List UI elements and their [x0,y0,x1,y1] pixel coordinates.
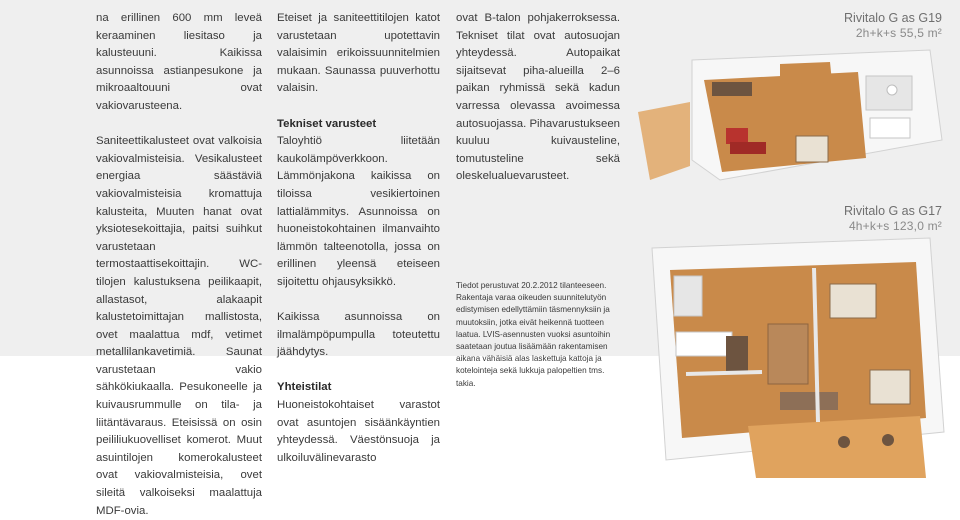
floor-plan-g19 [630,40,950,190]
plan-spec: 4h+k+s 123,0 m² [848,219,942,233]
common-spaces-heading: Yhteistilat [277,381,332,394]
sanitary-fixtures-text: Saniteettikalusteet ovat valkoisia vakiovalmisteisia. Vesikalusteet energiaa säästäviä vakiovalmisteisia kromattuja kalusteita, Muuten hanat ovat yksiotesekoittajia, paitsi suihkut varustetaan termostaattisekoittajin. WC-tilojen kalustuksena peilikaapit, allastasot, alakaapit kalustetoimittajan mallistosta, ovet maalattua mdf, vetimet metallilankavetimiä. Saunat varustetaan vakio sähkökiukaalla. Pesukoneelle ja kuivausrummulle on tila- ja liitäntävaraus. Eteisissä on osin peililiukuovelliset komerot. Muut asuintilojen komerokalusteet ovat vakiovalmisteisia, ovet sileitä valkoiseksi maalattuja MDF-ovia. [96,135,262,517]
interior-wall [686,372,762,374]
terrace-chair [882,434,894,446]
bed [870,370,910,404]
kitchen [676,332,732,356]
parking-yard-text: ovat B-talon pohjakerroksessa. Tekniset tilat ovat autosuojan yhteydessä. Autopaikat sijaitsevat piha-alueilla 2–6 paikan ryhmissä sekä kadun varressa olevassa avoimessa autosuojassa. Pihavarustukseen kuuluu kuivausteline, tomutusteline sekä oleskelualuevarusteet. [456,12,621,183]
terrace-chair [838,436,850,448]
kitchen-counter [712,82,752,96]
text-column-1 [96,10,262,520]
floor-plan-g17 [630,232,950,482]
cooling-text: Kaikissa asunnoissa on ilmalämpöpumpulla toteutettu jäähdytys. [277,311,440,359]
terrace [748,416,926,478]
technical-equipment-heading: Tekniset varusteet [277,117,377,130]
deck-area [638,102,690,180]
kitchen-island [726,336,748,372]
text-column-2 [277,10,440,467]
storage-text: Huoneistokohtaiset varastot ovat asuntojen sisäänkäyntien yhteydessä. Väestönsuoja ja ulkoiluvälinevarasto [277,399,440,464]
plan-spec: 2h+k+s 55,5 m² [855,26,942,40]
kitchen-equipment-text: na erillinen 600 mm leveä keraaminen liesitaso ja kalusteuuni. Kaikissa asunnoissa astianpesukone ja mikroaaltouuni ovat vakiovarusteena. [96,12,262,112]
sofa [726,128,748,144]
plan-name: Rivitalo G as G17 [844,204,942,218]
disclaimer-text: Tiedot perustuvat 20.2.2012 tilanteeseen. Rakentaja varaa oikeuden suunnitelutyön edistymisen edellyttämiin täsmennyksiin ja muutoksiin, jotka eivät heikennä tuotteen laatua. LVIS-asennusten vuoksi asuntoihin saatetaan joutua lisäämään rakentamisen aikana vähäisiä alas laskettuja kattoja ja kotelointeja sekä lukkuja palopeltien tms. takia. [456,280,611,388]
dining-table [768,324,808,384]
sofa-long [730,142,766,154]
bedroom-floor [780,62,832,84]
bathroom [674,276,702,316]
toilet [887,85,897,95]
bed [796,136,828,162]
sauna [870,118,910,138]
plan-title-g17 [844,204,942,234]
text-column-3 [456,10,620,390]
lighting-text: Eteiset ja saniteettitilojen katot varustetaan upotettavin valaisimin erikoissuunnitelmien mukaan. Saunassa puuverhottu valaisin. [277,12,440,95]
plan-name: Rivitalo G as G19 [844,11,942,25]
plan-title-g19 [844,11,942,41]
bed [830,284,876,318]
sofa [780,392,838,410]
heating-ventilation-text: Taloyhtiö liitetään kaukolämpöverkkoon. Lämmönjakona kaikissa on tiloissa vesikiertoinen lattialämmitys. Asunnoissa on huoneistokohtainen ilmanvaihto lämmön talteenotolla, jossa on erillinen yleensä eteiseen sijoitettu ohjausyksikkö. [277,135,440,288]
